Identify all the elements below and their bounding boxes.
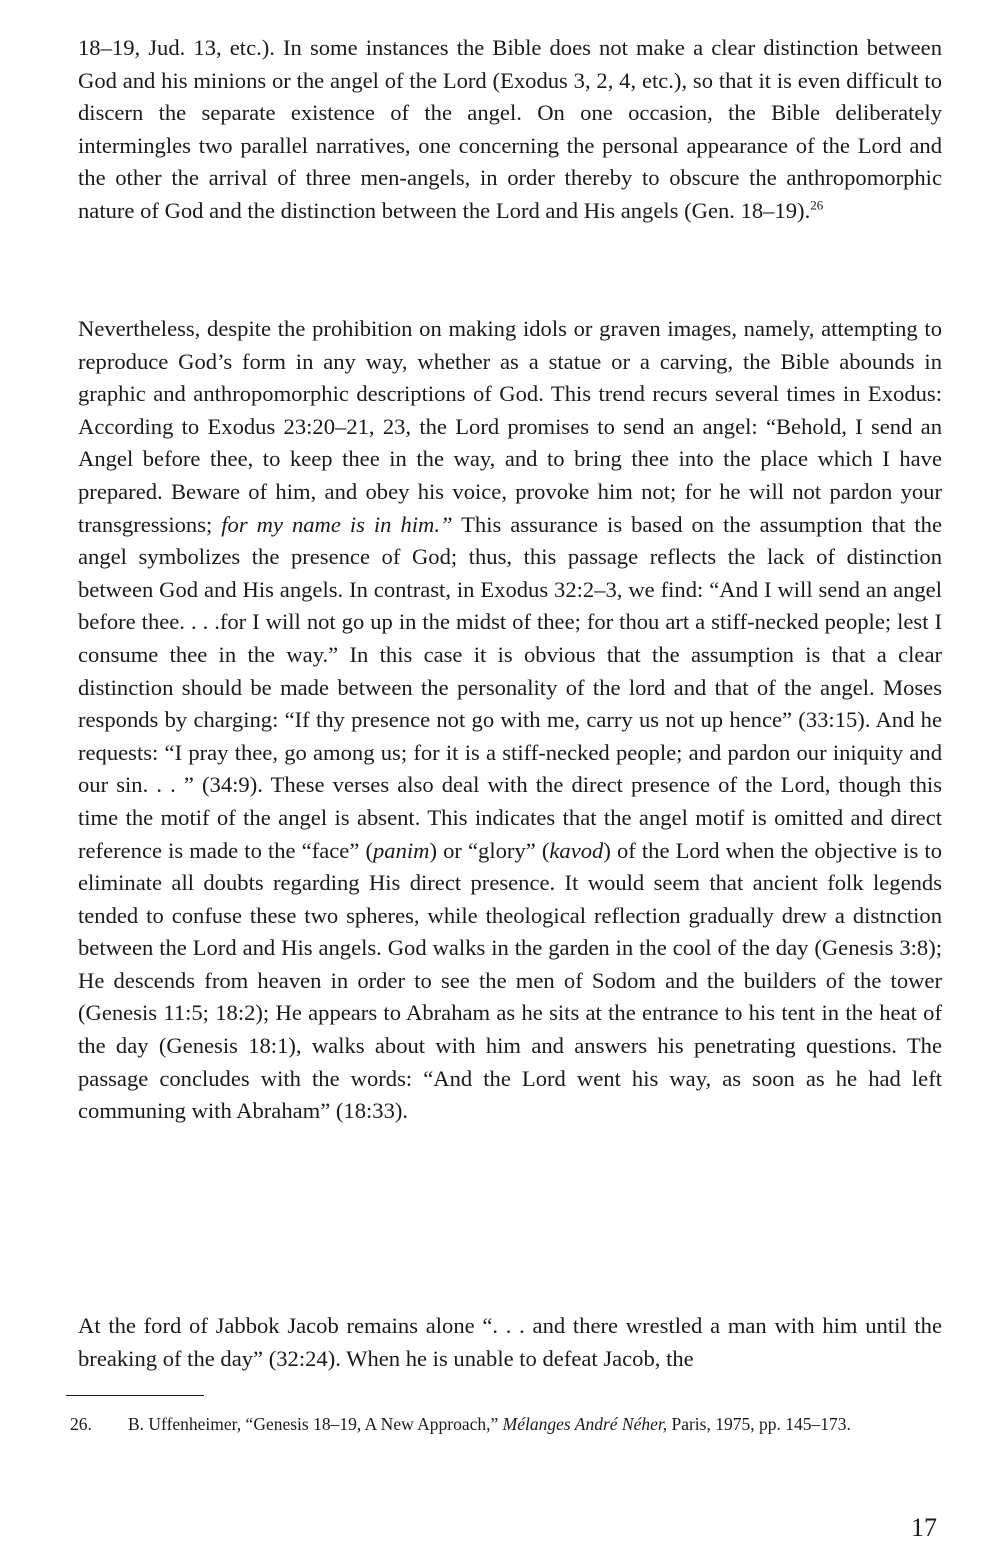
paragraph-1 <box>78 32 942 228</box>
text-run: 18–19, Jud. 13, etc.). In some instances the Bible does not make a clear distinction between God and his minions or the angel of the Lord (Exodus 3, 2, 4, etc.), so that it is even difficult to discern the separate existence of the angel. On one occasion, the Bible deliberately intermingles two parallel narratives, one concerning the personal appearance of the Lord and the other the arrival of three men-angels, in order thereby to obscure the anthropomorphic nature of God and the distinction between the Lord and His angels (Gen. 18–19). <box>78 35 942 223</box>
text-run: Nevertheless, despite the prohibition on making idols or graven images, namely, attempting to reproduce God’s form in any way, whether as a statue or a carving, the Bible abounds in graphic and anthropomorphic descriptions of God. This trend recurs several times in Exodus: According to Exodus 23:20–21, 23, the Lord promises to send an angel: “Behold, I send an Angel before thee, to keep thee in the way, and to bring thee into the place which I have prepared. Beware of him, and obey his voice, provoke him not; for he will not pardon your transgressions; <box>78 316 942 537</box>
italic-text: Mélanges André Néher, <box>502 1414 668 1434</box>
footnote-reference: 26 <box>810 197 824 213</box>
paragraph-3 <box>78 1310 942 1375</box>
italic-text: panim <box>372 837 430 863</box>
footnote-text <box>128 1414 851 1434</box>
text-run: ) of the Lord when the objective is to eliminate all doubts regarding His direct presence. It would seem that ancient folk legends tended to confuse these two spheres, while theological reflection gradually drew a distnction between the Lord and His angels. God walks in the garden in the cool of the day (Genesis 3:8); He descends from heaven in order to see the men of Sodom and the builders of the tower (Genesis 11:5; 18:2); He appears to Abraham as he sits at the entrance to his tent in the heat of the day (Genesis 18:1), walks about with him and answers his penetrating questions. The passage concludes with the words: “And the Lord went his way, as soon as he had left communing with Abraham” (18:33). <box>78 837 943 1124</box>
text-run: Paris, 1975, pp. 145–173. <box>667 1414 851 1434</box>
page-number: 17 <box>911 1513 937 1542</box>
text-run: This assurance is based on the assumption that the angel symbolizes the presence of God; thus, this passage reflects the lack of distinction between God and His angels. In contrast, in Exodus 32:2–3, we find: “And I will send an angel before thee. . . .for I will not go up in the midst of thee; for thou art a stiff-necked people; lest I consume thee in the way.” In this case it is obvious that the assumption is that a clear distinction should be made between the personality of the lord and that of the angel. Moses responds by charging: “If thy presence not go with me, carry us not up hence” (33:15). And he requests: “I pray thee, go among us; for it is a stiff-necked people; and pardon our iniquity and our sin. . . ” (34:9). These verses also deal with the direct presence of the Lord, though this time the motif of the angel is absent. This indicates that the angel motif is omitted and direct reference is made to the “face” ( <box>78 511 943 863</box>
text-run: ) or “glory” ( <box>429 837 550 863</box>
footnote-number: 26. <box>70 1414 92 1434</box>
footnote-divider <box>66 1395 204 1396</box>
text-run: At the ford of Jabbok Jacob remains alone “. . . and there wrestled a man with him until the breaking of the day” (32:24). When he is unable to defeat Jacob, the <box>78 1313 942 1371</box>
text-run: B. Uffenheimer, “Genesis 18–19, A New Approach,” <box>128 1414 503 1434</box>
italic-text: for my name is in him.” <box>221 511 453 537</box>
footnote-26 <box>70 1412 940 1437</box>
paragraph-2 <box>78 313 942 1128</box>
italic-text: kavod <box>549 837 604 863</box>
